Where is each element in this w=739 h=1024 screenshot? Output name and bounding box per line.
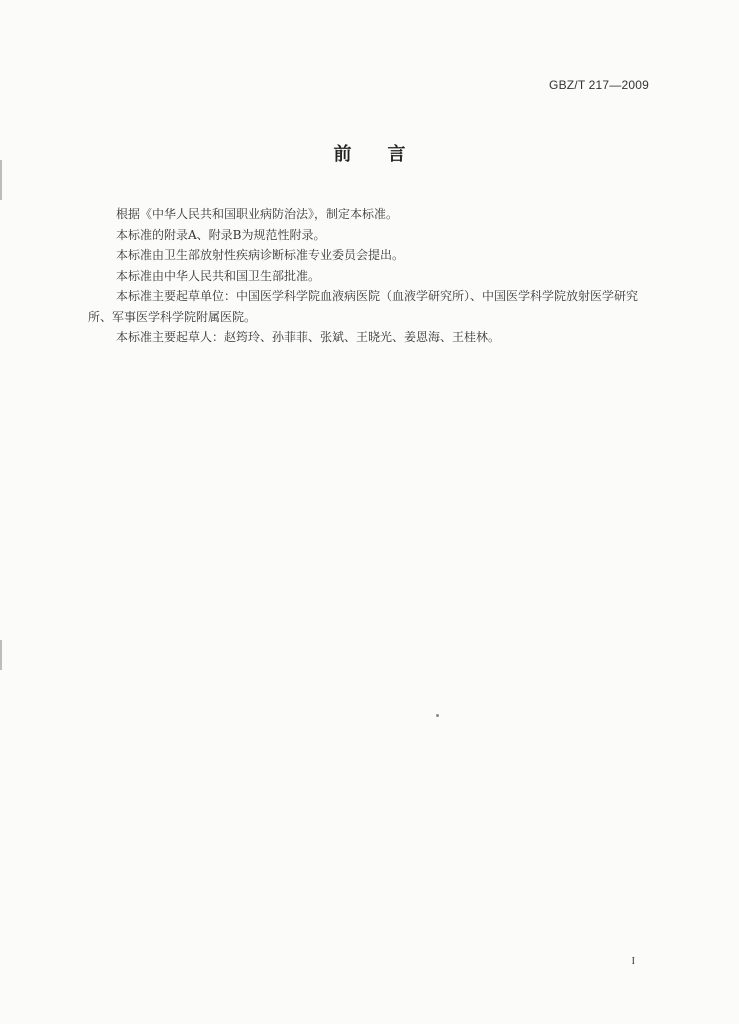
- title-char-1: 前: [333, 144, 352, 165]
- scan-edge-mark: [0, 640, 2, 670]
- paragraph-3: 本标准由卫生部放射性疾病诊断标准专业委员会提出。: [116, 248, 405, 262]
- standard-code: GBZ/T 217—2009: [549, 78, 649, 92]
- paragraph-1: 根据《中华人民共和国职业病防治法》，制定本标准。: [116, 207, 399, 221]
- paragraph-6: 本标准主要起草人：赵筠玲、孙菲菲、张斌、王晓光、姜恩海、王桂林。: [116, 330, 501, 344]
- paragraph-4: 本标准由中华人民共和国卫生部批准。: [116, 268, 321, 283]
- paragraph-2: 本标准的附录A、附录B为规范性附录。: [116, 227, 326, 242]
- foreword-body: [88, 204, 658, 348]
- page-number: I: [631, 956, 635, 967]
- paragraph-5: 本标准主要起草单位：中国医学科学院血液病医院（血液学研究所）、中国医学科学院放射医学研究所、军事医学科学院附属医院。: [88, 289, 639, 324]
- scan-speck: [436, 714, 439, 717]
- title-char-2: 言: [387, 144, 406, 165]
- scan-edge-mark: [0, 160, 2, 200]
- page-title: [0, 140, 739, 166]
